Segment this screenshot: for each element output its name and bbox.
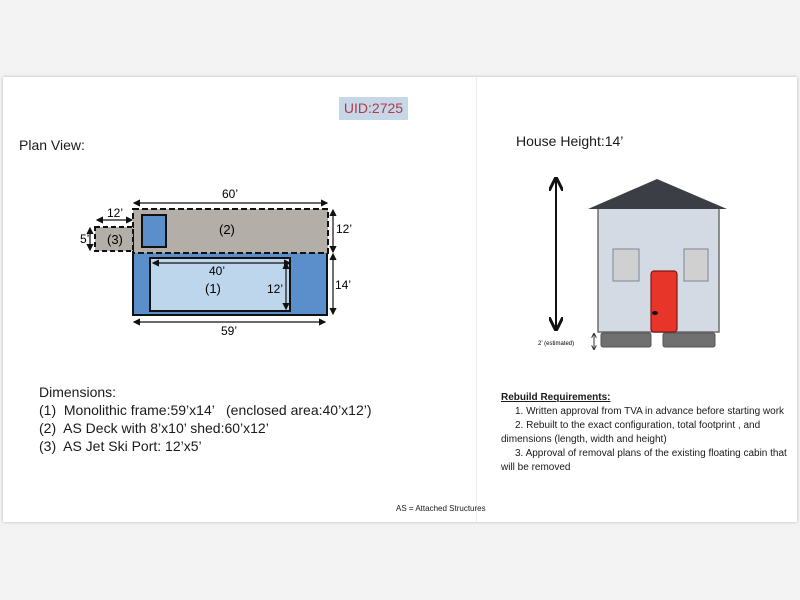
footnote: AS = Attached Structures [396,504,486,513]
label-14: 14’ [335,278,352,292]
float-height-label: 2’ (estimated) [538,341,575,347]
label-12-deck: 12’ [336,222,353,236]
house-roof [588,179,727,209]
label-area-3: (3) [107,232,123,247]
house-diagram [3,77,797,377]
rebuild-requirements [501,391,791,475]
dimension-item-3: (3) AS Jet Ski Port: 12’x5’ [39,438,202,454]
house-window-left [613,249,639,281]
dimensions-title: Dimensions: [39,384,117,400]
rebuild-item-3: 3. Approval of removal plans of the existing floating cabin that will be removed [501,448,787,473]
document-page [3,77,797,522]
dimensions-block [39,383,372,455]
float-left [601,333,651,347]
rebuild-item-1: 1. Written approval from TVA in advance before starting work [515,406,785,417]
rebuild-title: Rebuild Requirements: [501,392,611,403]
label-60: 60’ [222,187,239,201]
dimension-item-1: (1) Monolithic frame:59’x14’ (enclosed area:40’x12’) [39,402,372,418]
label-12-inner: 12’ [267,282,284,296]
label-40: 40’ [209,264,226,278]
label-area-2: (2) [219,222,235,237]
label-area-1: (1) [205,281,221,296]
label-12-port: 12’ [107,206,124,220]
plan-view-title: Plan View: [19,137,85,153]
float-right [663,333,715,347]
house-door [651,271,677,332]
dimension-item-2: (2) AS Deck with 8’x10’ shed:60’x12’ [39,420,269,436]
house-window-right [684,249,708,281]
house-height-title: House Height:14’ [516,133,624,149]
label-5: 5’ [80,232,90,246]
rebuild-item-2: 2. Rebuilt to the exact configuration, total footprint , and dimensions (length, width and height) [501,420,761,445]
label-59: 59’ [221,324,238,338]
uid-badge: UID:2725 [339,97,408,120]
